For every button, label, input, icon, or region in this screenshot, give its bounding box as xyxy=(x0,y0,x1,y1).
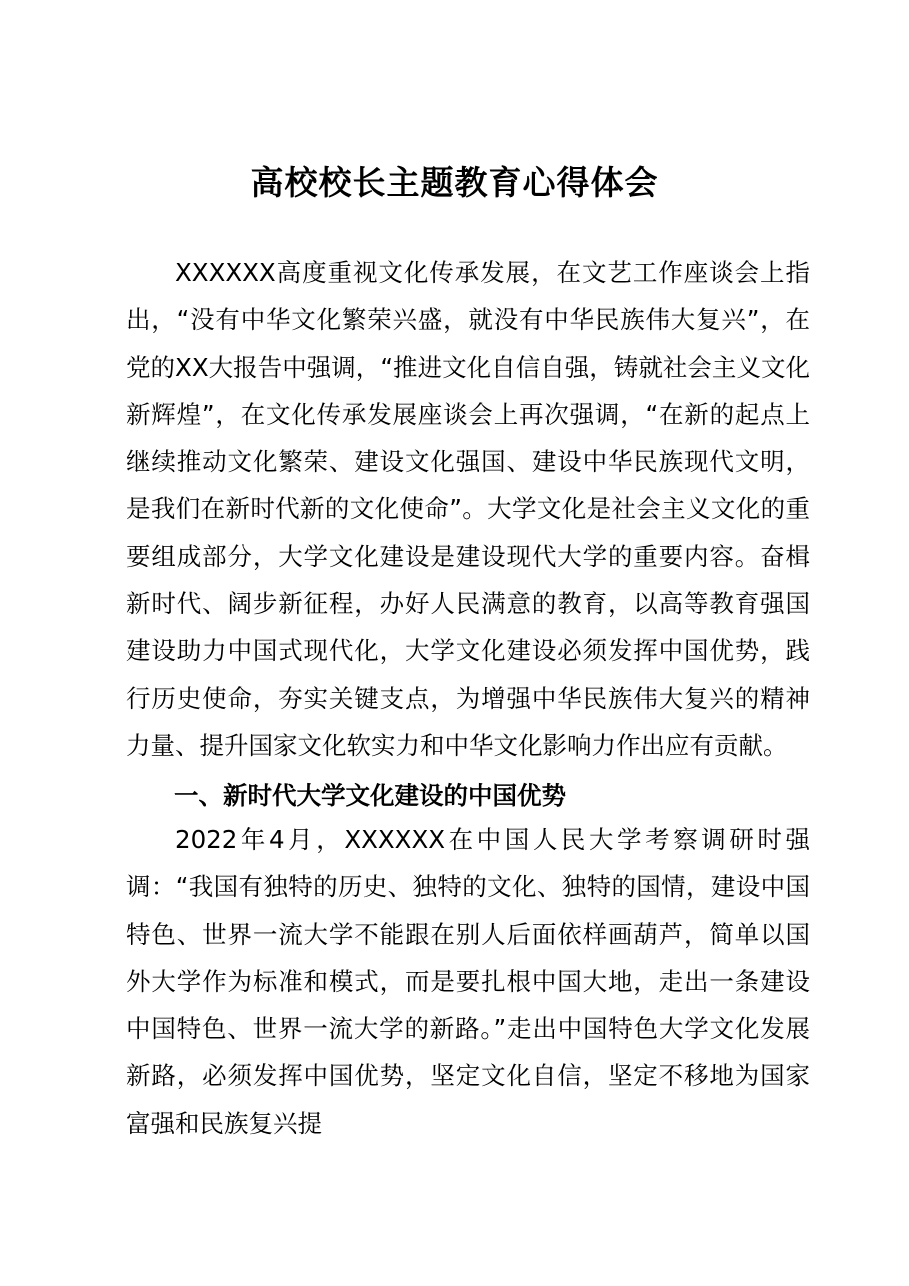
document-title: 高校校长主题教育心得体会 xyxy=(250,163,659,202)
section-heading: 一、新时代大学文化建设的中国优势 xyxy=(174,781,566,810)
intro-paragraph: XXXXXX高度重视文化传承发展，在文艺工作座谈会上指出，“没有中华文化繁荣兴盛，就没有中华民族伟大复兴”，在党的XX大报告中强调，“推进文化自信自强，铸就社会主义文化新辉煌”，在文化传承发展座谈会上再次强调，“在新的起点上继续推动文化繁荣、建设文化强国、建设中华民族现代文明，是我们在新时代新的文化使命”。大学文化是社会主义文化的重要组成部分，大学文化建设是建设现代大学的重要内容。奋楫新时代、阔步新征程，办好人民满意的教育，以高等教育强国建设助力中国式现代化，大学文化建设必须发挥中国优势，践行历史使命，夯实关键支点，为增强中华民族伟大复兴的精神力量、提升国家文化软实力和中华文化影响力作出应有贡献。 xyxy=(126,258,810,760)
section-paragraph: 2022年4月，XXXXXX在中国人民大学考察调研时强调：“我国有独特的历史、独特的文化、独特的国情，建设中国特色、世界一流大学不能跟在别人后面依样画葫芦，简单以国外大学作为标准和模式，而是要扎根中国大地，走出一条建设中国特色、世界一流大学的新路。”走出中国特色大学文化发展新路，必须发挥中国优势，坚定文化自信，坚定不移地为国家富强和民族复兴提 xyxy=(126,825,810,1138)
